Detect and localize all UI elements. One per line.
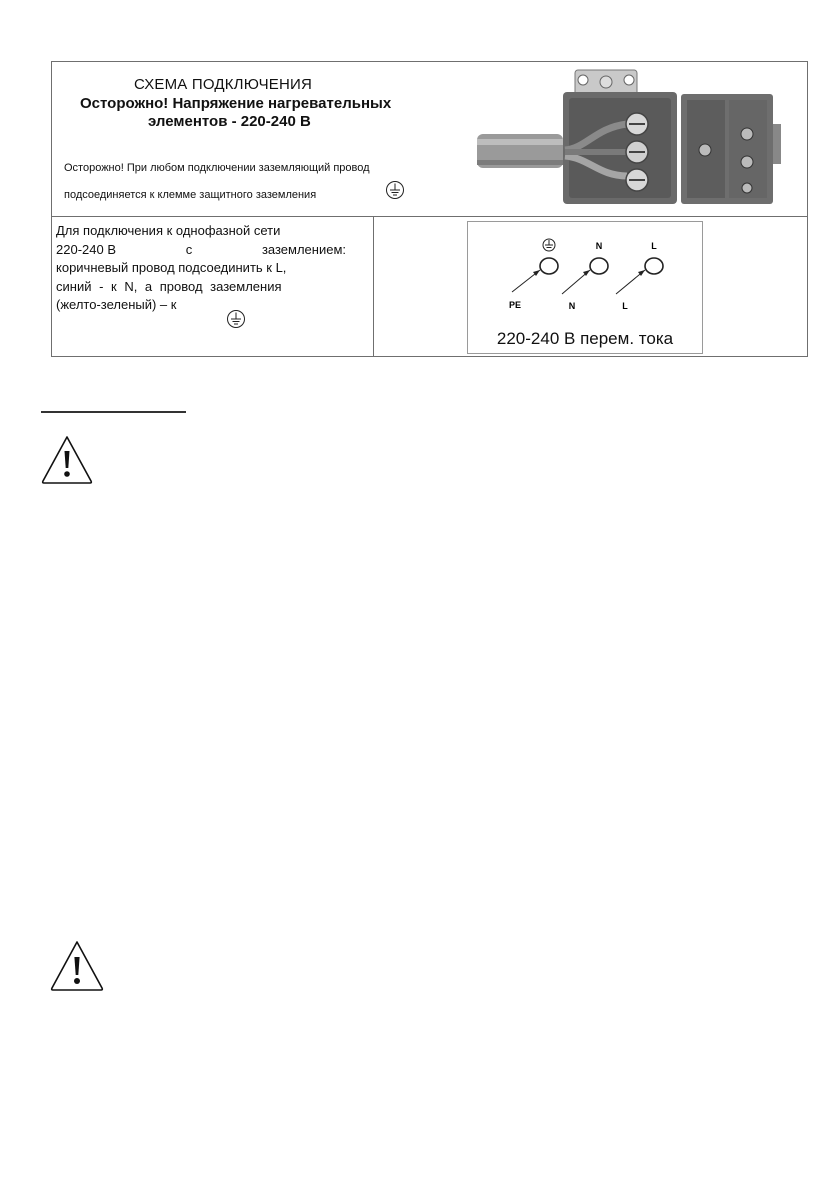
earth-ground-icon xyxy=(226,309,246,329)
terminal-wiring-diagram xyxy=(467,221,703,354)
instruction-line5: (желто-зеленый) – к xyxy=(56,297,177,313)
section-heading-underline xyxy=(41,411,186,413)
voltage-caution-line1: Осторожно! Напряжение нагревательных xyxy=(80,95,392,112)
terminal-n xyxy=(590,258,608,274)
earth-ground-icon xyxy=(543,239,555,251)
scheme-title: СХЕМА ПОДКЛЮЧЕНИЯ xyxy=(134,76,313,93)
instruction-line2-with: с xyxy=(185,241,193,257)
warning-triangle-icon xyxy=(47,938,107,994)
panel-divider-horizontal xyxy=(52,216,807,217)
diagram-caption: 220-240 В перем. тока xyxy=(496,329,674,348)
terminal-l xyxy=(645,258,663,274)
bottom-label-pe: PE xyxy=(508,300,522,310)
instruction-line2-voltage: 220-240 В xyxy=(56,241,116,257)
top-label-l: L xyxy=(651,241,657,251)
connection-scheme-panel xyxy=(51,61,808,357)
bottom-label-n: N xyxy=(568,301,576,311)
panel-divider-vertical xyxy=(373,217,374,356)
instruction-line1: Для подключения к однофазной сети xyxy=(56,223,281,238)
instruction-line3: коричневый провод подсоединить к L, xyxy=(56,260,287,276)
instruction-line4: синий - к N, а провод заземления xyxy=(56,278,282,294)
earth-ground-icon xyxy=(385,180,405,200)
instruction-line2-earthing: заземлением: xyxy=(261,241,346,257)
bottom-label-l: L xyxy=(622,301,628,311)
top-label-n: N xyxy=(595,241,603,251)
earth-warning-line1: Осторожно! При любом подключении заземляющий провод xyxy=(64,162,370,174)
earth-warning-line2: подсоединяется к клемме защитного заземления xyxy=(64,189,317,201)
instruction-line2 xyxy=(56,241,346,260)
voltage-caution-line2: элементов - 220-240 В xyxy=(148,113,311,130)
terminal-block-illustration xyxy=(477,64,781,212)
connection-instruction xyxy=(56,222,346,315)
terminal-pe xyxy=(540,258,558,274)
warning-triangle-icon xyxy=(39,433,95,487)
